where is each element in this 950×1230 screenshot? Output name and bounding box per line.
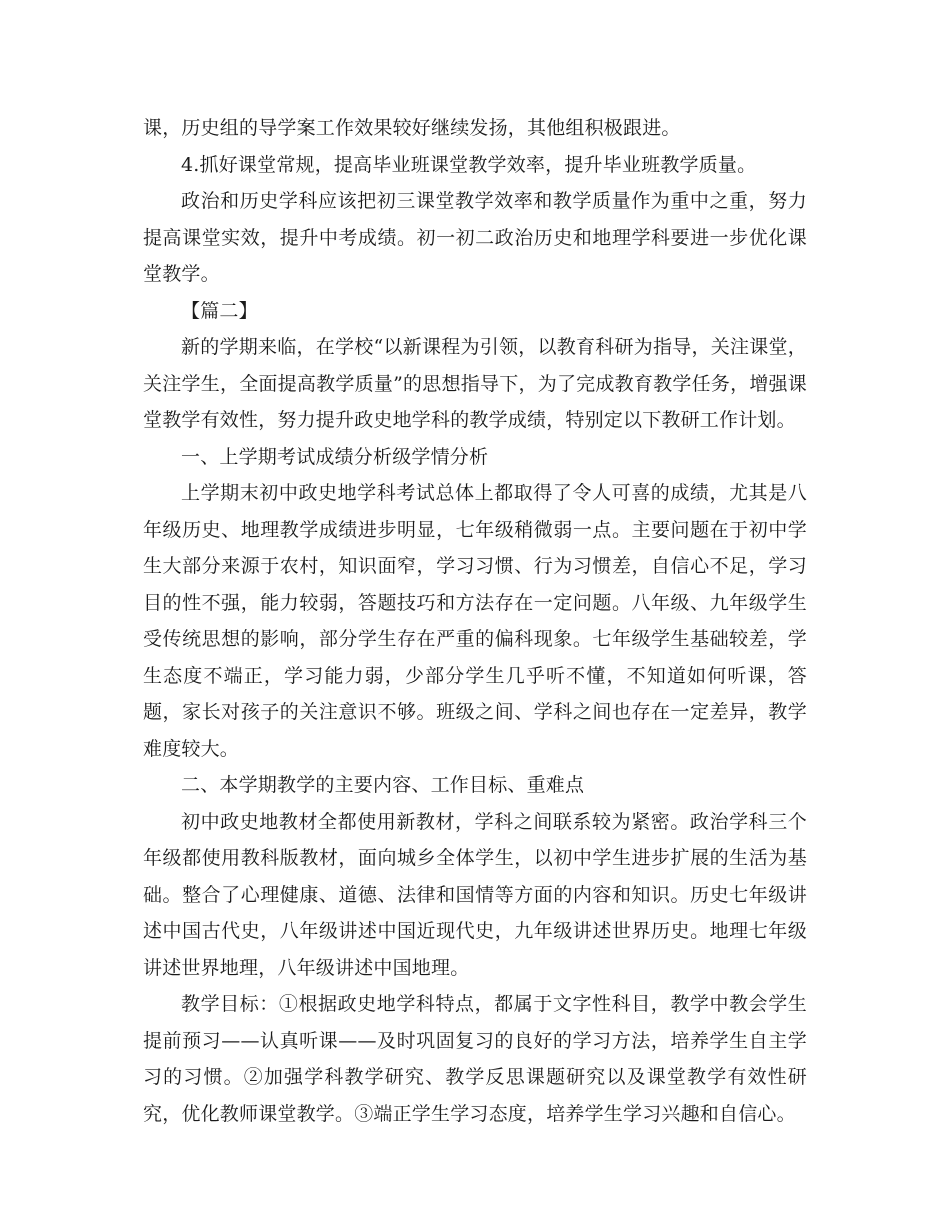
paragraph-intro: 新的学期来临，在学校“以新课程为引领，以教育科研为指导，关注课堂，关注学生，全面提高教学质量”的思想指导下，为了完成教育教学任务，增强课堂教学有效性，努力提升政史地学科的教学成绩，特别定以下教研工作计划。 xyxy=(143,336,807,431)
paragraph-analysis: 上学期末初中政史地学科考试总体上都取得了令人可喜的成绩，尤其是八年级历史、地理教学成绩进步明显，七年级稍微弱一点。主要问题在于初中学生大部分来源于农村，知识面窄，学习习惯、行为习惯差，自信心不足，学习目的性不强，能力较弱，答题技巧和方法存在一定问题。八年级、九年级学生受传统思想的影响，部分学生存在严重的偏科现象。七年级学生基础较差，学生态度不端正，学习能力弱，少部分学生几乎听不懂，不知道如何听课，答题，家长对孩子的关注意识不够。班级之间、学科之间也存在一定差异，教学难度较大。 xyxy=(143,482,807,760)
paragraph-politics-history: 政治和历史学科应该把初三课堂教学效率和教学质量作为重中之重，努力提高课堂实效，提升中考成绩。初一初二政治历史和地理学科要进一步优化课堂教学。 xyxy=(143,190,807,285)
paragraph-teaching-goals: 教学目标：①根据政史地学科特点，都属于文字性科目，教学中教会学生提前预习——认真听课——及时巩固复习的良好的学习方法，培养学生自主学习的习惯。②加强学科教学研究、教学反思课题研究以及课堂教学有效性研究，优化教师课堂教学。③端正学生学习态度，培养学生学习兴趣和自信心。 xyxy=(143,993,807,1125)
section-heading-part-two: 【篇二】 xyxy=(181,299,258,322)
paragraph-continuation: 课，历史组的导学案工作效果较好继续发扬，其他组积极跟进。 xyxy=(143,117,681,139)
document-body xyxy=(143,110,807,1132)
section-heading-two: 二、本学期教学的主要内容、工作目标、重难点 xyxy=(181,774,585,796)
paragraph-textbooks: 初中政史地教材全都使用新教材，学科之间联系较为紧密。政治学科三个年级都使用教科版教材，面向城乡全体学生，以初中学生进步扩展的生活为基础。整合了心理健康、道德、法律和国情等方面的内容和知识。历史七年级讲述中国古代史，八年级讲述中国近现代史，九年级讲述世界历史。地理七年级讲述世界地理，八年级讲述中国地理。 xyxy=(143,810,807,979)
section-heading-one: 一、上学期考试成绩分析级学情分析 xyxy=(181,445,489,468)
paragraph-item-4: 4.抓好课堂常规，提高毕业班课堂教学效率，提升毕业班教学质量。 xyxy=(181,153,757,176)
